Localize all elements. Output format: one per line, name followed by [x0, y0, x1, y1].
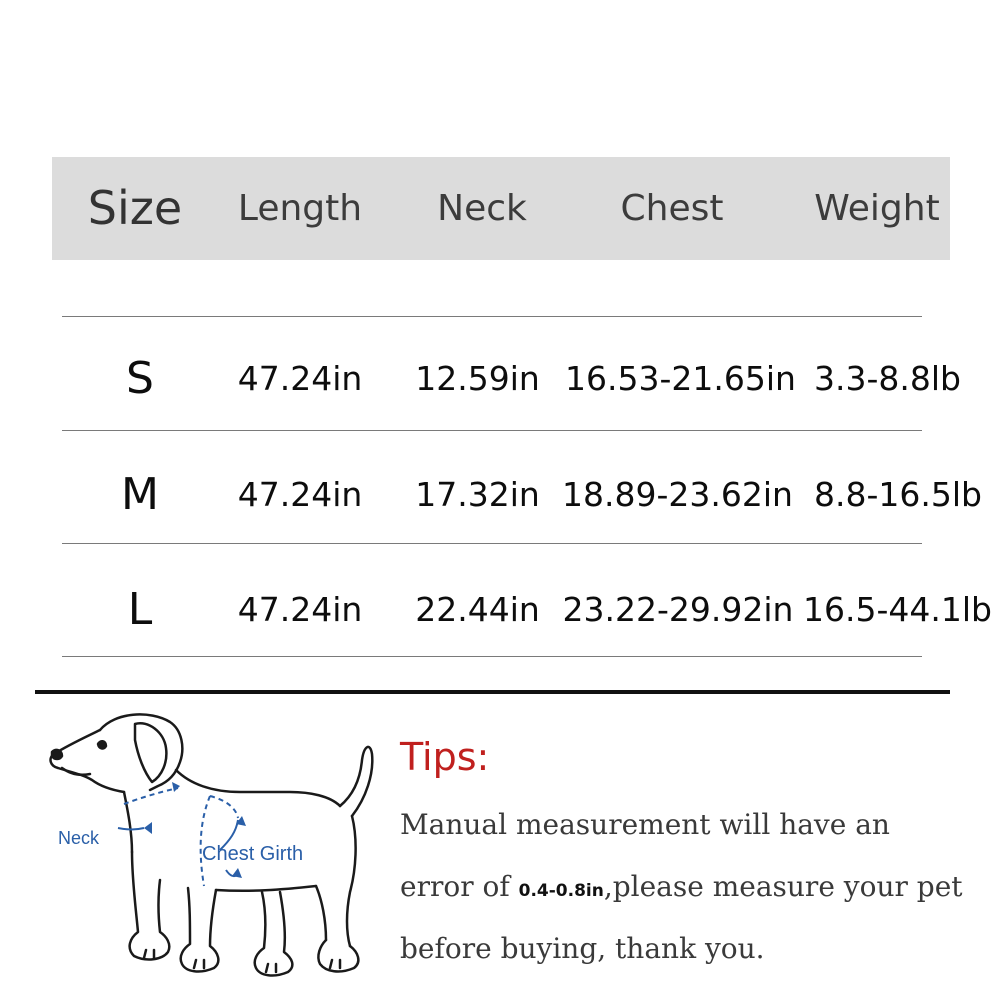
header-length: Length	[237, 188, 363, 229]
cell-length: 47.24in	[237, 359, 363, 398]
tips-line-3: before buying, thank you.	[400, 932, 765, 965]
header-chest: Chest	[620, 188, 724, 229]
cell-length: 47.24in	[237, 590, 363, 629]
dog-measurement-illustration	[40, 700, 390, 990]
tips-error-range: 0.4-0.8in	[518, 881, 604, 901]
cell-neck: 17.32in	[415, 475, 540, 514]
section-divider	[35, 690, 950, 694]
tips-line-2-prefix: error of	[400, 870, 519, 903]
cell-chest: 16.53-21.65in	[565, 359, 796, 398]
cell-neck: 22.44in	[415, 590, 540, 629]
table-row	[0, 555, 1000, 665]
table-header	[52, 157, 950, 260]
cell-size: M	[121, 469, 159, 520]
cell-length: 47.24in	[237, 475, 363, 514]
cell-size: L	[127, 584, 153, 635]
tips-line-2	[400, 870, 963, 903]
tips-line-2-suffix: ,please measure your pet	[603, 870, 963, 903]
cell-weight: 8.8-16.5lb	[814, 475, 982, 514]
cell-weight: 16.5-44.1lb	[803, 590, 992, 629]
header-size: Size	[87, 181, 183, 235]
header-weight: Weight	[814, 188, 940, 229]
table-row	[0, 324, 1000, 434]
row-divider	[62, 316, 922, 317]
chest-girth-label: Chest Girth	[202, 843, 304, 865]
cell-chest: 18.89-23.62in	[562, 475, 793, 514]
neck-label: Neck	[58, 828, 100, 848]
cell-neck: 12.59in	[415, 359, 540, 398]
tips-line-1: Manual measurement will have an	[400, 808, 890, 841]
tips-title: Tips:	[400, 735, 490, 779]
table-row	[0, 440, 1000, 550]
cell-size: S	[126, 353, 154, 404]
cell-weight: 3.3-8.8lb	[814, 359, 961, 398]
header-neck: Neck	[437, 188, 527, 229]
cell-chest: 23.22-29.92in	[562, 590, 794, 629]
